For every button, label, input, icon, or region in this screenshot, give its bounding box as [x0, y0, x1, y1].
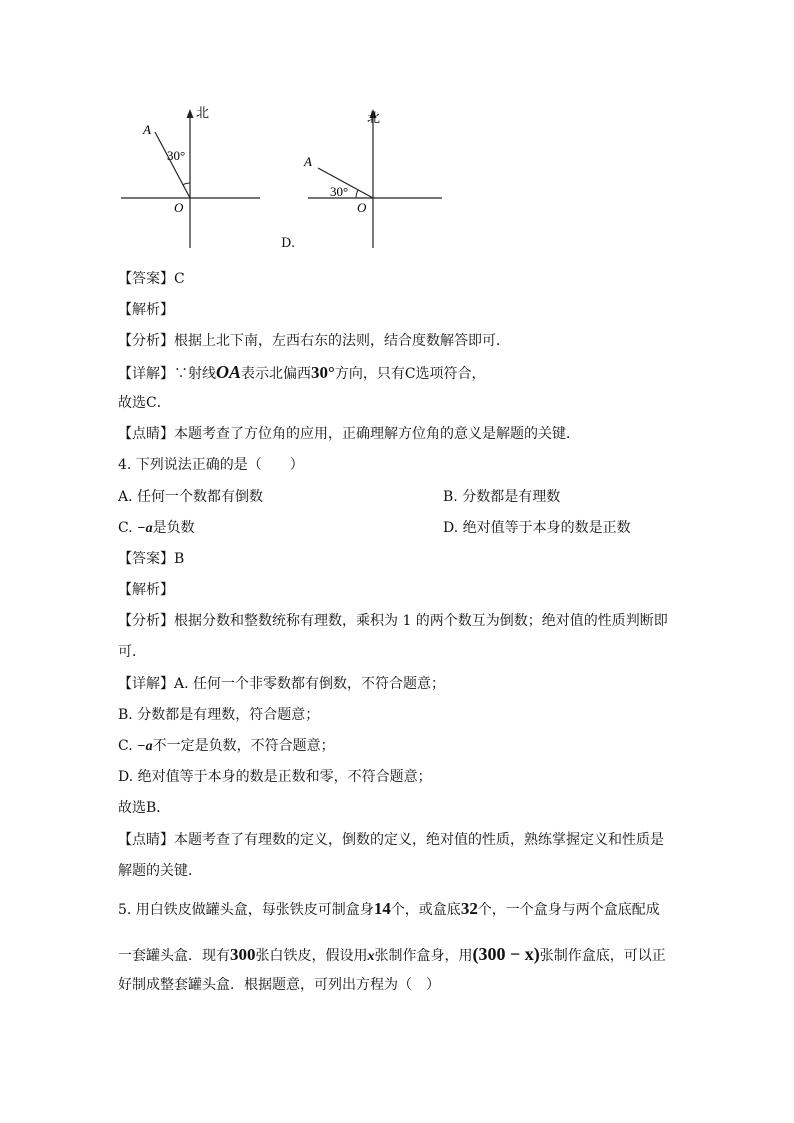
q4-option-a: A. 任何一个数都有倒数 — [118, 489, 264, 505]
q3-analysis: 【分析】根据上北下南，左西右东的法则，结合度数解答即可． — [118, 333, 510, 349]
q4-analysis-line1: 【分析】根据分数和整数统称有理数，乘积为 1 的两个数互为倒数；绝对值的性质判断即 — [118, 613, 668, 629]
q4-option-d: D. 绝对值等于本身的数是正数 — [443, 520, 631, 536]
q5-l1-mid: 个，或盒底 — [390, 902, 461, 918]
q4-analysis-heading: 【解析】 — [118, 582, 174, 598]
q5-line2 — [118, 945, 666, 966]
north-label: 北 — [196, 105, 210, 120]
math-14: 14 — [373, 899, 391, 918]
origin-label: O — [357, 200, 367, 215]
q5-line3: 好制成整套罐头盒．根据题意，可列出方程为（ ） — [118, 977, 440, 993]
q4-stem: 4. 下列说法正确的是（ ） — [118, 457, 304, 473]
q4-option-c — [118, 519, 195, 538]
q3-detail-mid: 表示北偏西 — [241, 366, 312, 382]
q5-l2-mid2: 张制作盒身，用 — [374, 948, 473, 964]
q4-detail-c-post: 不一定是负数，不符合题意； — [152, 738, 335, 754]
angle-arc — [183, 183, 190, 185]
math-x: x — [367, 949, 375, 964]
q5-l2-pre: 一套罐头盒．现有 — [118, 948, 230, 964]
math-oa: OA — [216, 362, 242, 382]
angle-label: 30° — [167, 148, 186, 163]
q3-analysis-heading: 【解析】 — [118, 302, 174, 318]
q4-detail-c — [118, 737, 335, 756]
q3-comment: 【点睛】本题考查了方位角的应用，正确理解方位角的意义是解题的关键． — [118, 426, 580, 442]
option-d-label: D. — [281, 236, 296, 251]
angle-label: 30° — [330, 184, 349, 199]
q4-answer: 【答案】B — [118, 551, 185, 567]
q4-detail-d: D. 绝对值等于本身的数是正数和零，不符合题意； — [118, 769, 432, 785]
q5-l1-post: 个，一个盒身与两个盒底配成 — [477, 902, 660, 918]
q4-conclusion: 故选B． — [118, 800, 171, 816]
q4-option-c-pre: C. — [118, 520, 138, 536]
point-a-label: A — [304, 154, 312, 169]
direction-diagram-d — [300, 104, 450, 254]
q4-detail-b: B. 分数都是有理数，符合题意； — [118, 707, 320, 723]
north-arrow-head — [187, 109, 194, 118]
angle-arc — [356, 190, 358, 198]
point-a-label: A — [143, 122, 151, 137]
ray-oa — [155, 132, 190, 198]
q4-option-c-post: 是负数 — [152, 520, 195, 536]
north-label: 北 — [367, 110, 381, 125]
q3-detail-pre: 【详解】∵射线 — [118, 366, 216, 382]
q4-detail-a: 【详解】A. 任何一个非零数都有倒数，不符合题意； — [118, 676, 446, 692]
direction-diagram-c — [118, 104, 268, 254]
q4-comment-line1: 【点睛】本题考查了有理数的定义，倒数的定义，绝对值的性质，熟练掌握定义和性质是 — [118, 832, 664, 848]
math-300-minus-x: (300 − x) — [472, 944, 540, 964]
math-30-degrees: 30° — [311, 363, 335, 382]
origin-label: O — [174, 200, 184, 215]
q3-detail-post: 方向，只有C选项符合， — [334, 366, 486, 382]
q5-line1 — [118, 900, 660, 919]
q4-detail-c-pre: C. — [118, 738, 138, 754]
math-32: 32 — [460, 899, 478, 918]
q5-l2-mid1: 张白铁皮，假设用 — [255, 948, 368, 964]
q4-analysis-line2: 可． — [118, 644, 146, 660]
math-neg-a: −a — [137, 739, 153, 754]
math-neg-a: −a — [137, 521, 153, 536]
q4-comment-line2: 解题的关键． — [118, 863, 202, 879]
q3-answer: 【答案】C — [118, 271, 185, 287]
q4-option-b: B. 分数都是有理数 — [443, 489, 561, 505]
q3-conclusion: 故选C． — [118, 395, 171, 411]
q5-l1-pre: 5. 用白铁皮做罐头盒，每张铁皮可制盒身 — [118, 902, 374, 918]
q3-detail — [118, 363, 486, 383]
q5-l2-post: 张制作盒底，可以正 — [539, 948, 666, 964]
math-300: 300 — [230, 945, 256, 964]
